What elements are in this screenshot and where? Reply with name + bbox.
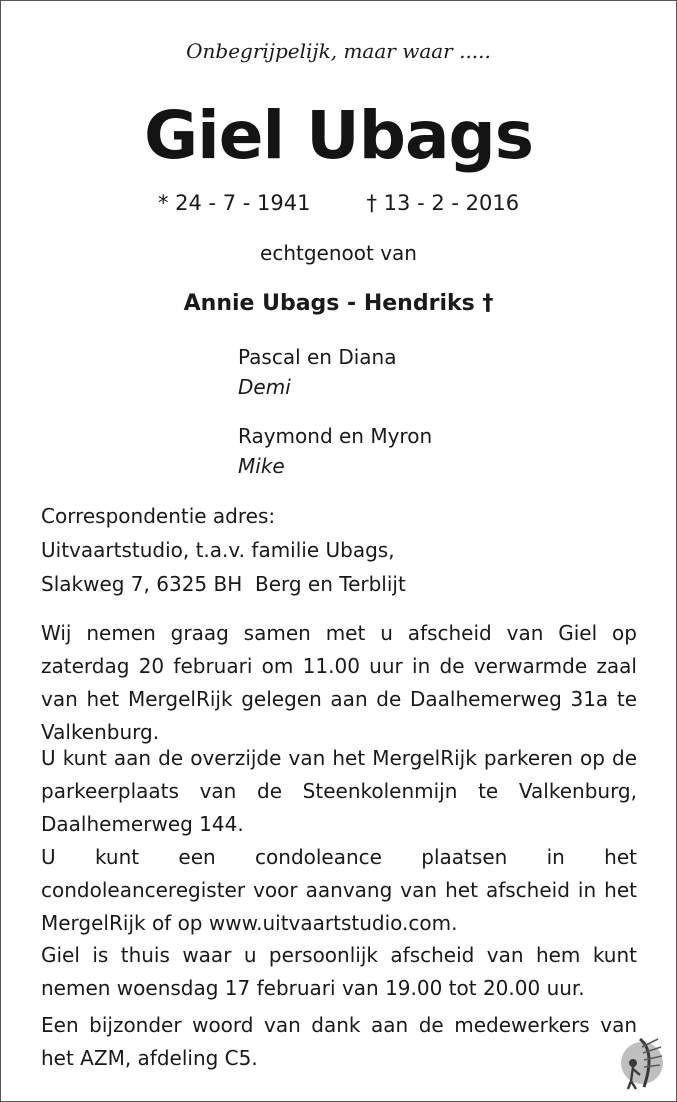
feather-figure-icon: [618, 1033, 668, 1093]
child-parents: Raymond en Myron: [238, 424, 433, 448]
paragraph-parking: U kunt aan de overzijde van het MergelRijk parkeren op de parkeerplaats van de Steenkolenmijn te Valkenburg, Daalhemerweg 144.: [41, 746, 637, 836]
paragraph-condolence: U kunt een condoleance plaatsen in het condoleanceregister voor aanvang van het afscheid in het MergelRijk of op www.uitvaartstudio.com.: [41, 845, 637, 935]
correspondence-address: [41, 499, 406, 601]
life-dates: [1, 191, 676, 215]
address-line-2: Slakweg 7, 6325 BH Berg en Terblijt: [41, 572, 406, 596]
address-line-1: Uitvaartstudio, t.a.v. familie Ubags,: [41, 538, 395, 562]
child-family-1: [238, 342, 397, 402]
child-parents: Pascal en Diana: [238, 345, 397, 369]
death-date: † 13 - 2 - 2016: [366, 191, 520, 215]
paragraph-thanks: Een bijzonder woord van dank aan de medewerkers van het AZM, afdeling C5.: [41, 1013, 637, 1070]
grandchild-name: Mike: [238, 454, 285, 478]
paragraph-visitation: Giel is thuis waar u persoonlijk afscheid van hem kunt nemen woensdag 17 februari van 19.00 tot 20.00 uur.: [41, 943, 637, 1000]
paragraph-farewell: Wij nemen graag samen met u afscheid van Giel op zaterdag 20 februari om 11.00 uur in de verwarmde zaal van het MergelRijk gelegen aan de Daalhemerweg 31a te Valkenburg.: [41, 621, 637, 744]
deceased-name: Giel Ubags: [143, 97, 534, 174]
birth-date: * 24 - 7 - 1941: [157, 191, 311, 215]
spouse-intro: echtgenoot van: [260, 241, 417, 265]
address-label: Correspondentie adres:: [41, 504, 276, 528]
grandchild-name: Demi: [238, 375, 291, 399]
child-family-2: [238, 421, 432, 481]
motto: Onbegrijpelijk, maar waar .....: [186, 39, 491, 63]
spouse-name: Annie Ubags - Hendriks †: [183, 291, 494, 316]
